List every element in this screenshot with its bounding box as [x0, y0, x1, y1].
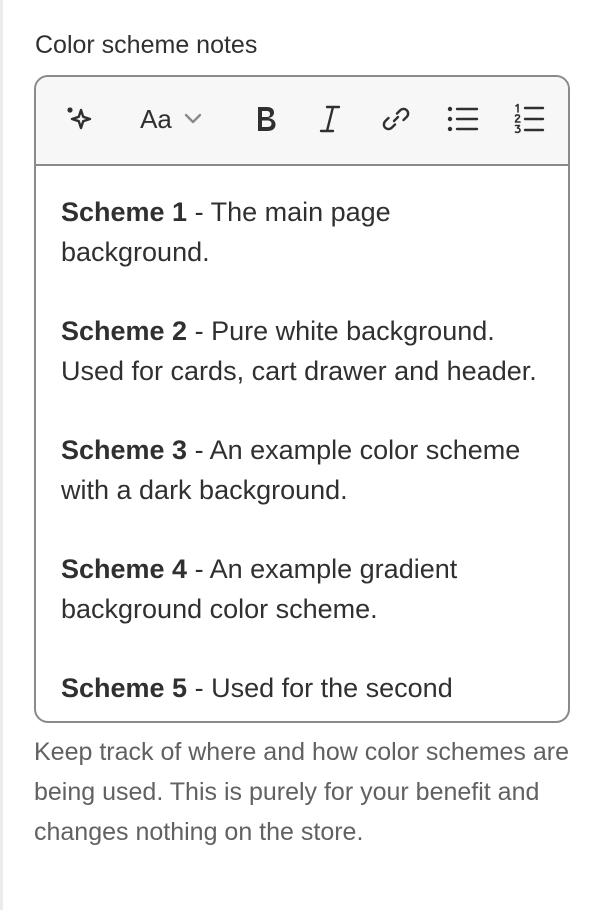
scheme-description: - An example gradient background color scheme.	[61, 554, 458, 624]
numbered-list-icon	[513, 103, 545, 135]
ai-sparkle-button[interactable]	[58, 99, 100, 139]
bold-button[interactable]	[246, 99, 286, 139]
editor-toolbar	[36, 77, 568, 166]
scheme-description: - The main page background.	[61, 197, 391, 267]
link-icon	[381, 104, 411, 134]
paragraph-scheme-4	[61, 549, 544, 629]
text-style-dropdown[interactable]	[128, 99, 214, 139]
italic-icon	[317, 104, 343, 134]
sparkle-icon	[64, 104, 94, 134]
scheme-name: Scheme 1	[61, 197, 188, 227]
scheme-description: - Pure white background. Used for cards, cart drawer and header.	[61, 316, 537, 386]
link-button[interactable]	[376, 99, 416, 139]
paragraph-scheme-2	[61, 311, 544, 391]
bold-icon	[253, 104, 279, 134]
scheme-name: Scheme 2	[61, 316, 188, 346]
editor-content[interactable]	[36, 168, 568, 721]
scheme-description: - An example color scheme with a dark background.	[61, 435, 521, 505]
bullet-list-icon	[447, 105, 479, 133]
paragraph-scheme-3	[61, 430, 544, 510]
help-text: Keep track of where and how color schemes are being used. This is purely for your benefit and changes nothing on the store.	[34, 738, 569, 846]
field-label: Color scheme notes	[35, 31, 258, 59]
rich-text-editor[interactable]	[34, 75, 570, 723]
panel-left-border	[0, 0, 3, 910]
paragraph-scheme-5	[61, 668, 544, 708]
paragraph-scheme-1	[61, 192, 544, 272]
scheme-name: Scheme 3	[61, 435, 188, 465]
scheme-description: - Used for the second	[187, 673, 453, 703]
bullet-list-button[interactable]	[440, 99, 486, 139]
italic-button[interactable]	[310, 99, 350, 139]
scheme-name: Scheme 5	[61, 673, 188, 703]
text-style-label: Aa	[140, 104, 172, 134]
scheme-name: Scheme 4	[61, 554, 188, 584]
chevron-down-icon	[184, 113, 202, 125]
numbered-list-button[interactable]	[506, 99, 552, 139]
